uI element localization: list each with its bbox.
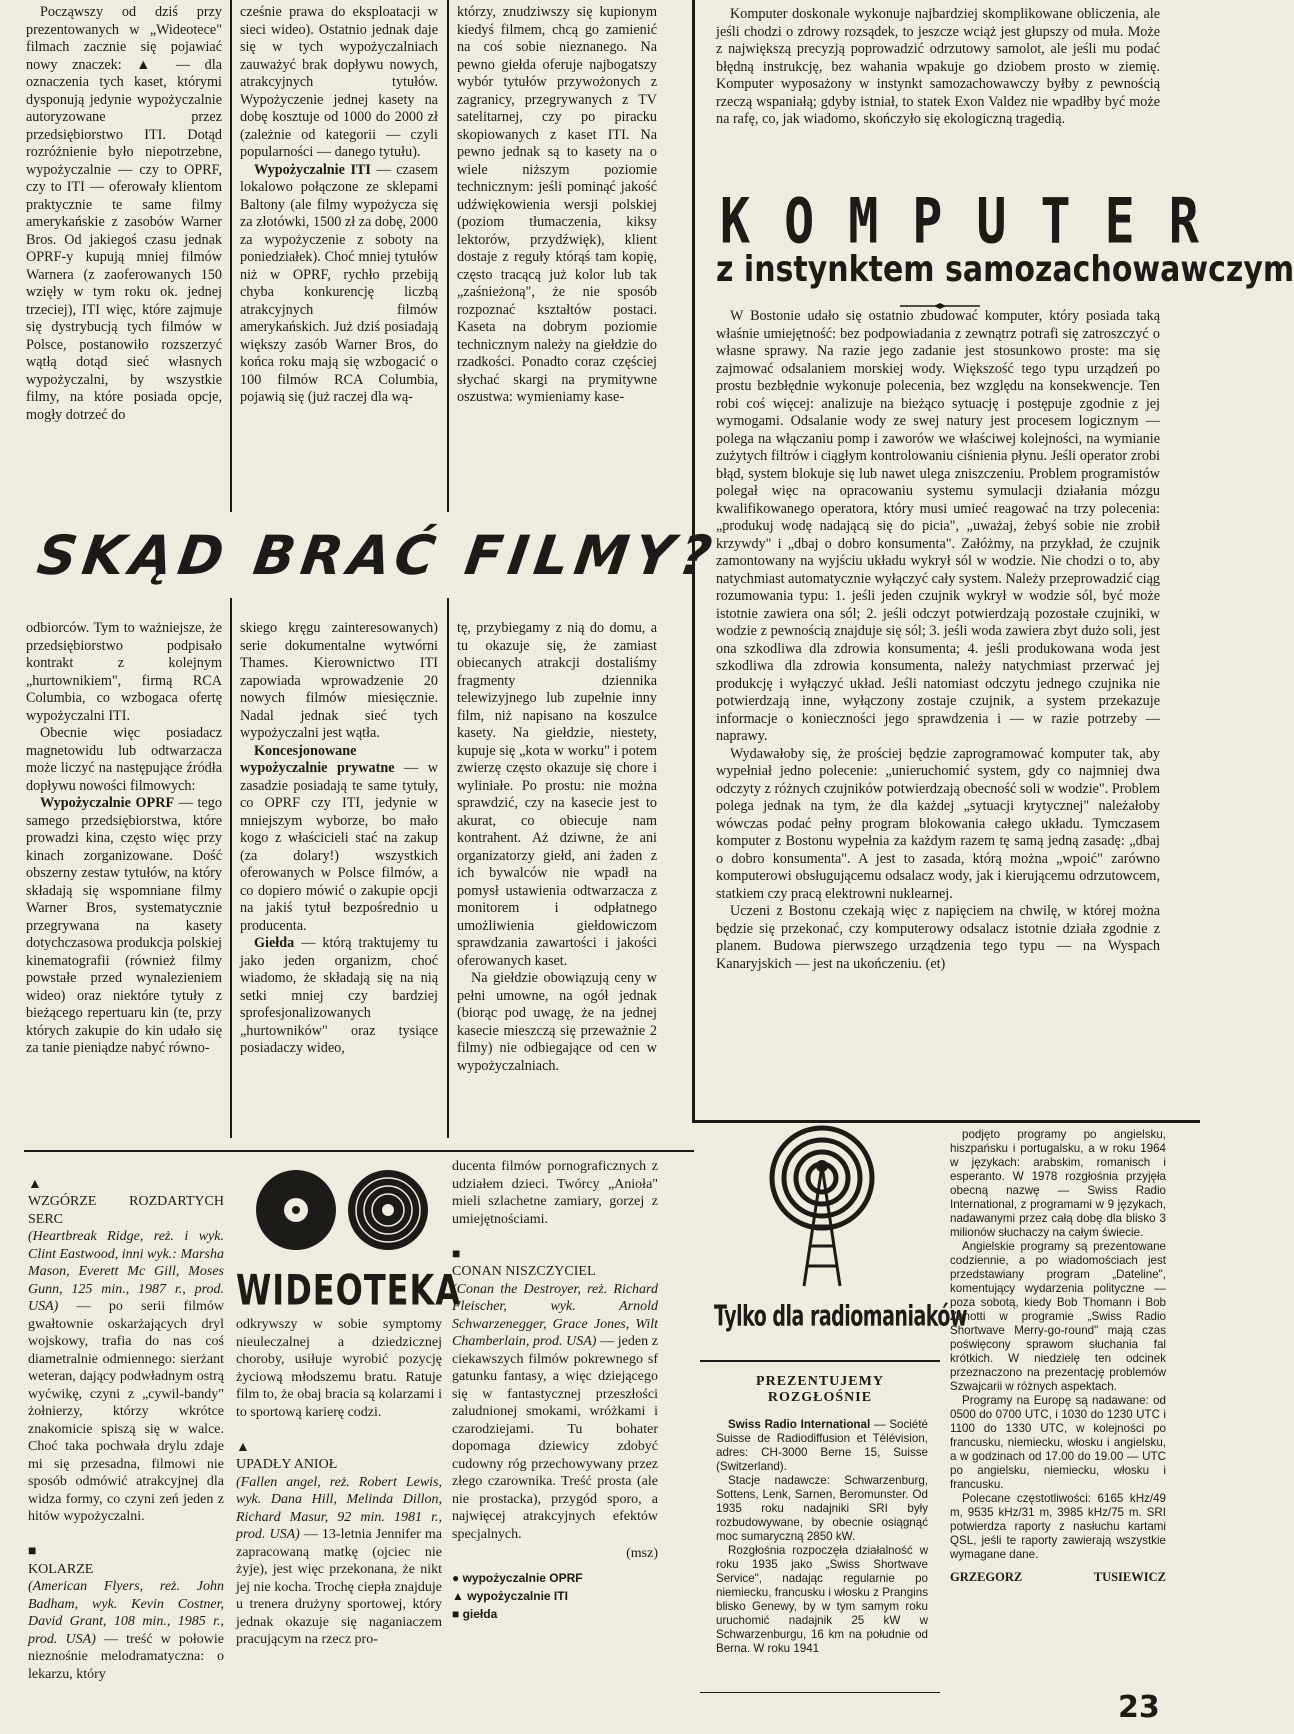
radio-tower-icon bbox=[712, 1126, 932, 1292]
radio-p4: Angielskie programy są prezentowane codziennie, a po wiadomościach jest przedstawiany program „Dateline", komentujący wydarzenia polityczne — poza sobotą, kiedy Bob Thomann i Bob Zanotti w programie „Swiss Radio Shortwave Merry-go-round" mają czas poświęcony sprawom słuchania fal krótkich. W niedzielę ten odcinek przeznaczono na prezentację problemów Szwajcarii w różnych aspektach. bbox=[950, 1240, 1166, 1393]
col-divider bbox=[447, 0, 449, 512]
entry-text: — po serii filmów gwałtownie oskarżających dryl wojskowy, trafia do nas coś diametralnie odmiennego: sierżant weteran, dający podwładnym ostrą wyćwikę, czyni z „cywil-bandy" żołnierzy, którzy wkrótce znakomicie spiszą się w walce. Choć taka pochwała drylu zdaje mi się przesadna, filmowi nie sposób odmówić atrakcyjnej dla widza formy, co czyni zeń jeden z hitów wypożyczalni. bbox=[28, 1299, 224, 1524]
computer-intro bbox=[716, 6, 1160, 129]
entry-title: UPADŁY ANIOŁ bbox=[236, 1457, 338, 1472]
radio-graphic bbox=[712, 1126, 932, 1292]
radio-col2 bbox=[950, 1128, 1166, 1584]
films-bot-col1a-text: odbiorców. Tym to ważniejsze, że przedsiębiorstwo podpisało kontrakt z kolejnym „hurtownikiem", firmą RCA Columbia, co wzbogaca ofertę wypożyczalni ITI. bbox=[26, 620, 222, 724]
radio-box-head2: ROZGŁOŚNIE bbox=[767, 1390, 873, 1405]
films-headline: SKĄD BRAĆ FILMY? bbox=[33, 524, 722, 587]
entry-meta: (Fallen angel, reż. Robert Lewis, wyk. Dana Hill, Melinda Dillon, Richard Masur, 92 min. 1981 r., prod. USA) bbox=[236, 1474, 442, 1542]
wideoteka-col3 bbox=[452, 1158, 658, 1623]
section-divider bbox=[24, 1150, 694, 1152]
iti-mark-icon: ▲ bbox=[452, 1588, 464, 1603]
gielda-mark-icon: ■ bbox=[28, 1544, 37, 1559]
radio-col1 bbox=[700, 1418, 940, 1656]
radio-p3: podjęto programy po angielsku, hiszpańsku i portugalsku, a w roku 1964 w językach: arabskim, romanisch i esperanto. W 1978 rozgłośnia przyjęła obecną nazwę — Swiss Radio International, z programami w 9 językach, nadawanymi przez całą dobę dla blisko 3 milionów słuchaczy na całym świecie. bbox=[950, 1128, 1166, 1239]
iti-mark-icon: ▲ bbox=[28, 1176, 42, 1192]
col-divider bbox=[230, 598, 232, 1138]
computer-subtitle: z instynktem samozachowawczym bbox=[716, 248, 1294, 291]
radio-p6: Polecane częstotliwości: 6165 kHz/49 m, 9535 kHz/31 m, 3985 kHz/75 m. SRI potwierdza raporty z nasłuchu kartami QSL, jeśli te raporty zawierają wszystkie wymagane dane. bbox=[950, 1492, 1166, 1561]
radio-title-wrap bbox=[714, 1300, 968, 1340]
col-divider bbox=[230, 0, 232, 512]
films-top-col2 bbox=[240, 4, 438, 407]
films-bot-col2c-text: — którą traktujemy tu jako jeden organizm, choć wiadomo, że składają się na nią setki mniej czy bardziej sprofesjonalizowanych „hurtowników" oraz tysiące posiadaczy wideo, bbox=[240, 935, 438, 1056]
station-address: — Société Suisse de Radiodiffusion et Télévision, adres: CH-3000 Berne 15, Suisse (Switzerland). bbox=[716, 1418, 928, 1473]
iti-mark-icon: ▲ bbox=[236, 1439, 250, 1455]
legend-row bbox=[452, 1569, 658, 1587]
films-top-col3-text: którzy, znudziwszy się kupionym kiedyś filmem, chcą go zamienić na coś sobie nieznanego. Na pewno giełda oferuje najbogatszy wybór tytułów przywożonych z zagranicy, przegrywanych z TV satelitarnej, czy po piracku skopiowanych z kaset ITI. Na pewno jednak są to kasety na o wiele niższym poziomie technicznym: jeśli pominąć jakość udźwiękowienia wersji polskiej (poziom tłumaczenia, kiksy lektorów, przydźwięk), klient dostaje z reguły którąś tam kopię, często tracącą już kolor lub tak „zaśnieżoną", że nie sposób rozpoznać kształtów postaci. Kaseta na dobrym poziomie technicznym należy na giełdzie do rzadkości. Ponadto coraz częściej słychać skargi na prymitywne oszustwa: wymieniamy kase- bbox=[457, 4, 657, 405]
legend-label: giełda bbox=[462, 1606, 498, 1621]
entry-meta: (Conan the Destroyer, reż. Richard Fleischer, wyk. Arnold Schwarzenegger, Grace Jones, Wilt Chamberlain, prod. USA) bbox=[452, 1281, 658, 1349]
legend-row bbox=[452, 1587, 658, 1605]
entry-meta: (Heartbreak Ridge, reż. i wyk. Clint Eastwood, inni wyk.: Marsha Mason, Everett Mc Gill, Moses Gunn, 125 min., 1987 r., prod. USA) bbox=[28, 1229, 224, 1314]
wideoteka-entry bbox=[28, 1526, 224, 1684]
films-top-col2b-head: Wypożyczalnie ITI bbox=[254, 161, 371, 178]
entry-title: KOLARZE bbox=[28, 1561, 94, 1577]
wideoteka-entry bbox=[28, 1158, 224, 1526]
entry-text: — treść w połowie nieznośnie melodramatyczna: o lekarzu, który bbox=[28, 1631, 224, 1682]
computer-title: KOMPUTER bbox=[720, 184, 1233, 258]
radio-p5: Programy na Europę są nadawane: od 0500 do 0700 UTC, i 1030 do 1230 UTC i 1100 do 1330 UTC, w kolejności po francusku, niemiecku, włosku i angielsku, a w godzinach od 17.00 do 19.00 — UTC po angielsku, niemiecku, włosku i francusku. bbox=[950, 1394, 1166, 1491]
films-bot-col1b-text: Obecnie więc posiadacz magnetowidu lub odtwarzacza może liczyć na następujące źródła dopływu nowości filmowych: bbox=[26, 725, 222, 794]
entry-text: — 13-letnia Jennifer ma zapracowaną matkę (ojciec nie żyje), jest więc przekonana, że nikt jej nie kocha. Trochę ciepła znajduje u trenera drużyny sportowej, który jednak okazuje się naganiaczem pracującym na rzecz pro- bbox=[236, 1527, 442, 1647]
wideoteka-title: WIDEOTEKA bbox=[236, 1265, 462, 1315]
films-bot-col2c-head: Giełda bbox=[254, 935, 295, 951]
computer-title-wrap bbox=[716, 184, 1233, 258]
films-bot-col3 bbox=[457, 620, 657, 1075]
station-name: Swiss Radio International bbox=[728, 1418, 871, 1431]
films-bot-col1 bbox=[26, 620, 222, 1058]
wideoteka-col2 bbox=[236, 1316, 442, 1649]
films-bot-col2a-text: skiego kręgu zainteresowanych) serie dokumentalne wytwórni Thames. Kierownictwo ITI zapowiada wprowadzenie 20 nowych filmów miesięcznie. Nadal jednak sieć tych wypożyczalni jest wątła. bbox=[240, 620, 438, 741]
wideoteka-entry bbox=[236, 1421, 442, 1649]
wideoteka-signature: (msz) bbox=[626, 1546, 658, 1561]
films-bot-col2b-head: Koncesjonowane wypożyczalnie prywatne bbox=[240, 742, 395, 776]
films-top-col2b-text: — czasem lokalowo połączone ze sklepami Baltony (ale filmy wypożycza się za złotówki, 1500 zł za dobę, 2000 za wypożyczenie z soboty na poniedziałek). Choć mniej tytułów niż w OPRF, rychło przebiją chyba konkurencję liczbą atrakcyjnych filmów amerykańskich. Już dziś posiadają większy zasób Warner Bros, do końca roku mają się wzbogacić o 100 filmów RCA Columbia, pojawią się (już raczej dla wą- bbox=[240, 161, 438, 405]
films-bot-col2 bbox=[240, 620, 438, 1058]
films-bot-col3a-text: tę, przybiegamy z nią do domu, a tu okazuje się, że zamiast obiecanych atrakcji dostaliśmy fragmenty dziennika telewizyjnego lub zupełnie inny film, niż napisano na koszulce kasety. Na giełdzie, niestety, kupuje się „kota w worku" i potem zwierzę często okazuje się chore i wyliniałe. Po prostu: nie można sprawdzić, czy na kasecie jest to akurat, co obiecuje nam kontrahent. Aż dziwne, że ani organizatorzy giełd, ani żaden z ich bywalców nie wpadł na pomysł ustawienia odtwarzacza z monitorem i odpłatnego umożliwienia giełdowiczom sprawdzania zawartości i jakości oferowanych kaset. bbox=[457, 620, 657, 969]
films-bot-col1c-text: — tego samego przedsiębiorstwa, które prowadzi kina, często więc przy kinach zorganizowane. Dość obszerny zestaw tytułów, na który składają się wspomniane filmy Warner Bros, systematycznie przegrywana na kasety dotychczasowa produkcja polskiej kinematografii (również filmy powstałe przed wynalezieniem wideo) oraz niektóre tytuły z bieżącego repertuaru kin (te, przy których zakupie do kin udało się za tanie pieniądze nabyć równo- bbox=[26, 795, 222, 1056]
col-divider bbox=[447, 598, 449, 1138]
legend-label: wypożyczalnie ITI bbox=[467, 1588, 568, 1603]
films-bot-col1c-head: Wypożyczalnie OPRF bbox=[40, 795, 175, 811]
radio-author: GRZEGORZ TUSIEWICZ bbox=[950, 1570, 1166, 1584]
oprf-mark-icon: ● bbox=[452, 1570, 460, 1585]
reels-icon bbox=[236, 1160, 450, 1260]
legend-row bbox=[452, 1605, 658, 1623]
radio-box-head1: PREZENTUJEMY bbox=[756, 1374, 884, 1389]
films-headline-wrap bbox=[30, 518, 722, 598]
computer-body2: Wydawałoby się, że prościej będzie zaprogramować komputer tak, aby wypełniał jedno polecenie: „unieruchomić system, gdy co najmniej dwa odczyty z różnych czujników potwierdzają obecność soli w wodzie". Problem polega jednak na tym, że dla każdej „sytuacji krytycznej" należałoby wówczas podać pełny program blokowania całego układu. Tymczasem komputer z Bostonu wypełnia za każdym razem tę samą jedną zasadę: „dbaj o dobro konsumenta". A jest to zasada, którą można „wpoić" zarówno komputerowi obsługującemu odsalacz wody, jak i kierującemu odrzutowcem, statkiem czy pracą elektrowni nuklearnej. bbox=[716, 745, 1160, 902]
films-top-col2a-text: cześnie prawa do eksploatacji w sieci wideo). Ostatnio jednak daje się w tych wypożyczalniach zauważyć brak dopływu nowych, atrakcyjnych tytułów. Wypożyczenie jednej kasety na dobę kosztuje od 1000 do 2000 zł (zależnie od kategorii — czyli popularności — danego tytułu). bbox=[240, 4, 438, 160]
radio-box bbox=[700, 1360, 940, 1693]
computer-body bbox=[716, 308, 1160, 973]
films-top-col1-text: Począwszy od dziś przy prezentowanych w „Wideotece" filmach zacznie się pojawiać nowy znaczek: ▲ — dla oznaczenia tych kaset, którymi dysponują jedynie wypożyczalnie autoryzowane przez przedsiębiorstwo ITI. Dotąd rozróżnienie było niepotrzebne, wypożyczalnie — czy to OPRF, czy to ITI — oferowały klientom praktycznie te same filmy amerykańskie z zasobów Warner Bros. Od jakiegoś czasu jednak OPRF-y kupują mniej filmów Warnera (z zaoferowanych 150 wzięły w tym roku ok. jednej trzeciej), ITI więc, które zajmuje się dystrybucją tych filmów w Polsce, postanowiło rozszerzyć wątłą dotąd sieć własnych wypożyczalni, by wszystkie filmy, na które posiada opcje, mogły dotrzeć do bbox=[26, 4, 222, 423]
films-top-col3 bbox=[457, 4, 657, 407]
wideoteka-logo bbox=[236, 1160, 462, 1315]
computer-body1: W Bostonie udało się ostatnio zbudować komputer, który posiada taką właśnie umiejętność: bez podpowiadania z zewnątrz potrafi się zatroszczyć o własne sprawy. Na razie jego zadanie jest stosunkowo proste: ma się zajmować odsalaniem morskiej wody. Większość tego typu urządzeń po prostu bezbłędnie wykonuje polecenia, bez względu na konsekwencje. Ten robi coś więcej: analizuje na bieżąco sytuację i postępuje zgodnie z jej wymogami. Odsalanie wody ze swej natury jest procesem logicznym — polega na włączaniu pomp i zaworów we właściwej kolejności, na wymianie zużytych filtrów i ciągłym kontrolowaniu ciśnienia płynu. Jeśli operator zrobi błąd, system blokuje się lub nawet ulega zniszczeniu. Problem programistów polegał więc na opracowaniu systemu symulacji działania mózgu kwalifikowanego operatora, który musi umieć reagować na trzy polecenia: „produkuj wodę nadającą się do picia", „uważaj, żebyś sobie nie zrobił krzywdy" i „dbaj o dobro konsumenta". Załóżmy, na przykład, że czujnik zamontowany na wyjściu układu wykrył sól w wodzie. Nie chodzi o to, aby natychmiast automatycznie wyłączyć cały system. Należy przeprowadzić ciąg rozumowania typu: 1. jeśli jeden czujnik wykrył w wodzie sól, być może istotnie zawiera ona sól; 2. jeśli odczyt potwierdzają pozostałe czujniki, w wodzie z pewnością znajduje się sól; 3. jeśli woda zawiera zbyt dużo soli, jest ona szkodliwa dla zdrowia konsumenta; 4. jeśli produkowana woda jest szkodliwa dla zdrowia konsumenta, należy natychmiast przerwać jej produkcję i wyłączyć układ. Jeśli natomiast odczytu jednego czujnika nie potwierdzają inne, wyłączony zostaje czujnik, a system przekazuje informacje o konieczności jego sprawdzenia i — w razie potrzeby — naprawy. bbox=[716, 308, 1160, 744]
radio-p1: Stacje nadawcze: Schwarzenburg, Sottens, Lenk, Sarnen, Beromunster. Od 1935 roku nadajniki SRI były rozbudowywane, by obecnie osiągnąć moc sumaryczną 2850 kW. bbox=[716, 1474, 928, 1543]
wideoteka-entry bbox=[452, 1228, 658, 1543]
legend-label: wypożyczalnie OPRF bbox=[462, 1570, 583, 1585]
radio-p2: Rozgłośnia rozpoczęła działalność w roku 1935 jako „Swiss Shortwave Service", nadając regularnie po niemiecku, francusku i włosku z Prangins blisko Genewy, by w tym samym roku uruchomić nadajnik 25 kW w Schwarzenburgu, 16 km na południe od Berna. W roku 1941 bbox=[716, 1544, 928, 1655]
entry-meta: (American Flyers, reż. John Badham, wyk. Kevin Costner, David Grant, 108 min., 1985 r., prod. USA) bbox=[28, 1579, 224, 1647]
page-number: 23 bbox=[1118, 1690, 1160, 1725]
films-bot-col2b-text: — w zasadzie posiadają te same tytuły, co OPRF czy ITI, jedynie w mniejszym wyborze, bo mało kogo z właścicieli stać na zakup (za dolary!) wszystkich oferowanych w Polsce filmów, a co dopiero mówić o zakupie opcji na jakiś tytuł bezpośrednio u producenta. bbox=[240, 760, 438, 934]
films-bot-col3b-text: Na giełdzie obowiązują ceny w pełni umowne, na ogół jednak (biorąc pod uwagę, że na jednej kasecie mieszczą się przeważnie 2 filmy) nie odbiegające od cen w wypożyczalniach. bbox=[457, 970, 657, 1074]
entry-text: — jeden z ciekawszych filmów pokrewnego sf gatunku fantasy, a więc dziejącego się w fantastycznej przeszłości zaludnionej smokami, wróżkami i czarodziejami. Tu bohater dopomaga dziewicy zdobyć cudowny róg przechowywany przez złego czarownika. Treść prosta (ale nie prostacka), przygód sporo, a najwięcej atrakcyjnych efektów specjalnych. bbox=[452, 1334, 658, 1542]
computer-body3: Uczeni z Bostonu czekają więc z napięciem na chwilę, w której można będzie się przekonać, czy komputerowy odsalacz istotnie działa zgodnie z planem. Budowa pierwszego urządzenia tego typu — na Wyspach Kanaryjskich — jest na ukończeniu. (et) bbox=[716, 903, 1160, 972]
films-top-col1 bbox=[26, 4, 222, 424]
gielda-mark-icon: ■ bbox=[452, 1606, 460, 1621]
wideoteka-col3a: ducenta filmów pornograficznych z udziałem dzieci. Twórcy „Anioła" mieli szlachetne zamiary, gorzej z umiejętnościami. bbox=[452, 1159, 658, 1227]
entry-title: CONAN NISZCZYCIEL bbox=[452, 1264, 596, 1279]
wideoteka-col2a: odkrywszy w sobie symptomy nieuleczalnej a dziedzicznej choroby, usiłuje wyrobić pozycję życiową młodszemu bratu. Ratuje film to, że obaj bracia są kolarzami i to sportową karierę codzi. bbox=[236, 1317, 442, 1420]
wideoteka-col1 bbox=[28, 1158, 224, 1683]
radio-title: Tylko dla radiomaniaków bbox=[714, 1300, 968, 1333]
computer-intro-text: Komputer doskonale wykonuje najbardziej skomplikowane obliczenia, ale jeśli chodzi o zdrowy rozsądek, to jeszcze wciąż jest głupszy od muła. Może z największą precyzją poprowadzić odrzutowy samolot, ale jeśli mu podać błędną instrukcję, bez wahania wpakuje go dziobem prosto w ziemię. Komputer wyposażony w instynkt samozachowawczy byłby z pewnością rzeczą wspaniałą; gdyby istniał, to statek Exon Valdez nie wpadłby być może na rafę, co, jak wiadomo, skończyło się ekologiczną tragedią. bbox=[716, 6, 1160, 127]
section-divider bbox=[692, 1120, 1200, 1123]
wideoteka-legend bbox=[452, 1569, 658, 1623]
gielda-mark-icon: ■ bbox=[452, 1246, 461, 1262]
entry-title: WZGÓRZE ROZDARTYCH SERC bbox=[28, 1194, 224, 1227]
computer-subtitle-wrap bbox=[716, 248, 1294, 292]
computer-ornament bbox=[900, 296, 980, 302]
